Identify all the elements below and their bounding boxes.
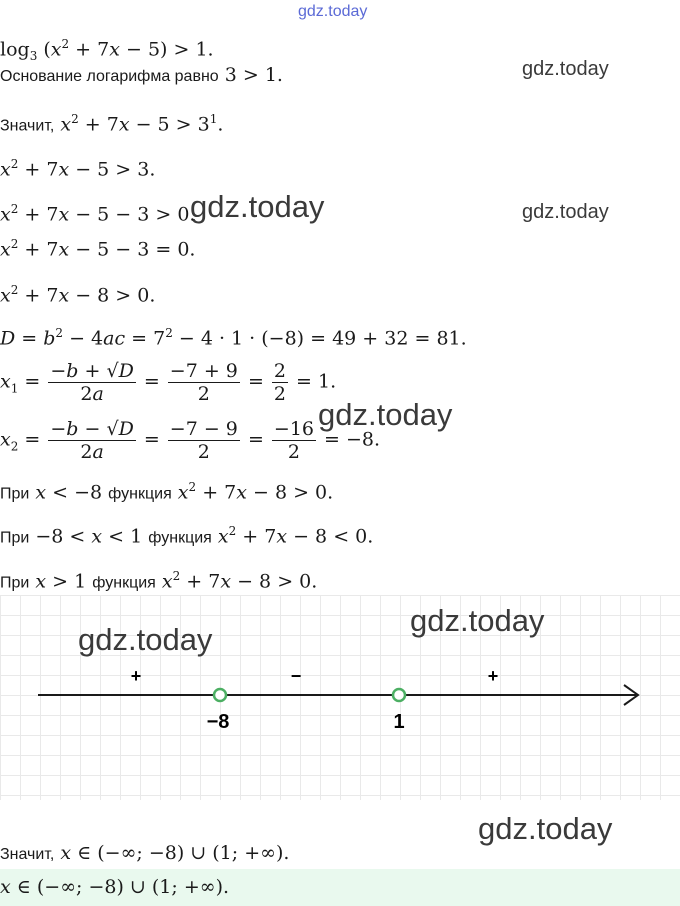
funktsiya-label: функция <box>108 485 172 503</box>
funktsiya-label: функция <box>92 574 156 592</box>
watermark-top: gdz.today <box>298 3 368 20</box>
watermark: gdz.today <box>522 58 609 80</box>
discriminant: $D = b^2 - 4ac = 7^2 - 4 \cdot 1 \cdot (-8) = 49 + 32 = 81$. <box>0 326 467 350</box>
znachit-label: Значит, <box>0 846 55 863</box>
watermark: gdz.today <box>78 622 213 657</box>
pri-label: При <box>0 574 30 592</box>
sign-mid: − <box>290 666 302 686</box>
step-4: $x^2 + 7x - 5 - 3 = 0$. <box>0 237 196 261</box>
base-statement: Основание логарифма равно 3 > 1. <box>0 64 283 86</box>
watermark: gdz.today <box>410 603 545 638</box>
interval-3: При x > 1 функция $x^2 + 7x - 8 > 0$. <box>0 569 318 593</box>
znachit-label: Значит, <box>0 117 55 135</box>
sign-right: + <box>487 666 499 686</box>
pri-label: При <box>0 485 30 503</box>
step-2: $x^2 + 7x - 5 > 3$. <box>0 157 156 181</box>
step-3: $x^2 + 7x - 5 - 3 > 0$. <box>0 202 196 226</box>
watermark: gdz.today <box>318 397 453 432</box>
root-x2: $x_2$ = $\frac{-b - √D}{2a}$ = $\frac{-7 - 9}{2}$ = $\frac{-16}{2}$ = −8. <box>0 418 381 463</box>
sign-left: + <box>130 666 142 686</box>
point-minus-8 <box>214 689 226 701</box>
interval-2: При −8 < x < 1 функция $x^2 + 7x - 8 < 0$. <box>0 524 374 548</box>
interval-1: При x < −8 функция $x^2 + 7x - 8 > 0$. <box>0 480 334 504</box>
funktsiya-label: функция <box>148 529 212 547</box>
watermark: gdz.today <box>522 201 609 223</box>
problem-inequality: $\log_3 (x^2 + 7x - 5) > 1$. <box>0 37 214 64</box>
watermark: gdz.today <box>190 189 325 224</box>
label-1: 1 <box>393 711 405 733</box>
pri-label: При <box>0 529 30 547</box>
final-answer: x ∈ (−∞; −8) ∪ (1; +∞). <box>0 876 230 898</box>
root-x1: $x_1$ = $\frac{-b + √D}{2a}$ = $\frac{-7 + 9}{2}$ = $\frac{2}{2}$ = 1. <box>0 360 337 405</box>
label-minus-8: −8 <box>206 711 230 733</box>
conclusion: Значит, x ∈ (−∞; −8) ∪ (1; +∞). <box>0 842 290 864</box>
watermark: gdz.today <box>478 811 613 846</box>
step-5: $x^2 + 7x - 8 > 0$. <box>0 283 156 307</box>
step-1: Значит, $x^2 + 7x - 5 > 3^1$. <box>0 112 224 136</box>
point-1 <box>393 689 405 701</box>
base-label: Основание логарифма равно <box>0 68 219 85</box>
